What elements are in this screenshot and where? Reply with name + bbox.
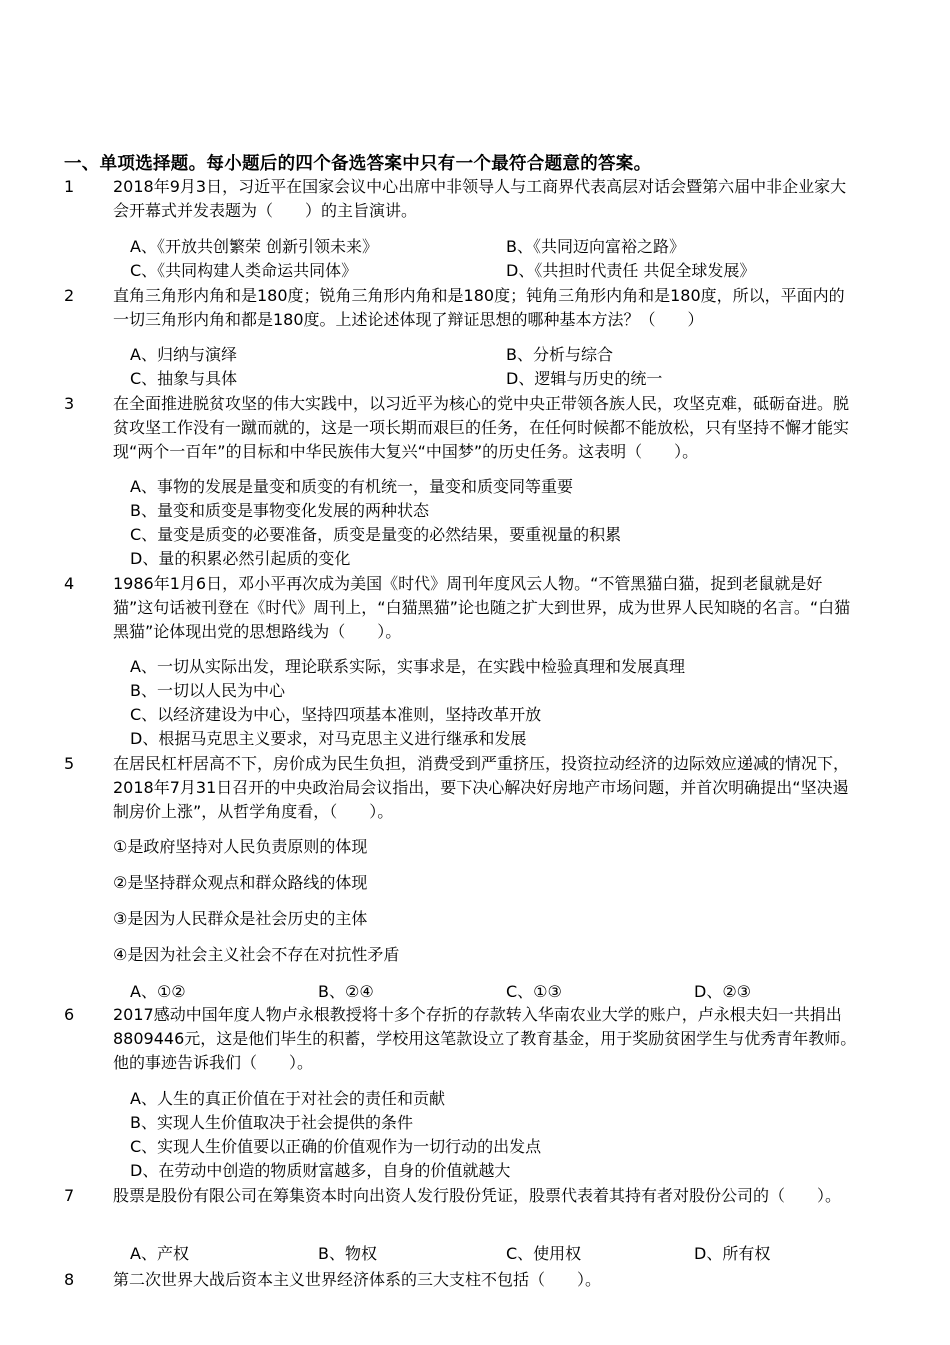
statement-3: ③是因为人民群众是社会历史的主体 xyxy=(113,909,368,928)
question-stem: 第二次世界大战后资本主义世界经济体系的三大支柱不包括（ ）。 xyxy=(113,1270,602,1289)
option-d[interactable]: D、逻辑与历史的统一 xyxy=(506,369,663,388)
option-b[interactable]: B、《共同迈向富裕之路》 xyxy=(506,237,685,256)
question-number: 5 xyxy=(64,754,75,773)
question-number: 3 xyxy=(64,394,75,413)
option-a[interactable]: A、《开放共创繁荣 创新引领未来》 xyxy=(130,237,379,256)
option-d[interactable]: D、所有权 xyxy=(694,1244,771,1263)
option-a[interactable]: A、事物的发展是量变和质变的有机统一，量变和质变同等重要 xyxy=(130,477,573,496)
statement-2: ②是坚持群众观点和群众路线的体现 xyxy=(113,873,368,892)
option-d[interactable]: D、②③ xyxy=(694,982,752,1001)
option-a[interactable]: A、①② xyxy=(130,982,186,1001)
option-b[interactable]: B、量变和质变是事物变化发展的两种状态 xyxy=(130,501,429,520)
question-stem: 在全面推进脱贫攻坚的伟大实践中，以习近平为核心的党中央正带领各族人民，攻坚克难，砥砺奋进。脱贫攻坚工作没有一蹴而就的，这是一项长期而艰巨的任务，在任何时候都不能放松，只有坚持不懈才能实现“两个一百年”的目标和中华民族伟大复兴“中国梦”的历史任务。这表明（ ）。 xyxy=(113,394,850,461)
option-c[interactable]: C、以经济建设为中心，坚持四项基本准则，坚持改革开放 xyxy=(130,705,542,724)
question-stem: 2018年9月3日，习近平在国家会议中心出席中非领导人与工商界代表高层对话会暨第六届中非企业家大会开幕式并发表题为（ ）的主旨演讲。 xyxy=(113,177,847,220)
question-number: 7 xyxy=(64,1186,75,1205)
question-number: 2 xyxy=(64,286,75,305)
option-d[interactable]: D、在劳动中创造的物质财富越多，自身的价值就越大 xyxy=(130,1161,511,1180)
option-c[interactable]: C、①③ xyxy=(506,982,562,1001)
option-c[interactable]: C、使用权 xyxy=(506,1244,582,1263)
question-number: 6 xyxy=(64,1005,75,1024)
question-stem: 在居民杠杆居高不下，房价成为民生负担，消费受到严重挤压，投资拉动经济的边际效应递减的情况下，2018年7月31日召开的中央政治局会议指出，要下决心解决好房地产市场问题，并首次明确提出“坚决遏制房价上涨”，从哲学角度看，（ ）。 xyxy=(113,754,850,821)
option-d[interactable]: D、量的积累必然引起质的变化 xyxy=(130,549,351,568)
option-b[interactable]: B、实现人生价值取决于社会提供的条件 xyxy=(130,1113,413,1132)
question-stem: 2017感动中国年度人物卢永根教授将十多个存折的存款转入华南农业大学的账户，卢永根夫妇一共捐出8809446元，这是他们毕生的积蓄，学校用这笔款设立了教育基金，用于奖励贫困学生与优秀青年教师。他的事迹告诉我们（ ）。 xyxy=(113,1005,857,1072)
question-number: 1 xyxy=(64,177,75,196)
option-b[interactable]: B、一切以人民为中心 xyxy=(130,681,285,700)
question-stem: 直角三角形内角和是180度；锐角三角形内角和是180度；钝角三角形内角和是180度，所以，平面内的一切三角形内角和都是180度。上述论述体现了辩证思想的哪种基本方法？（ ） xyxy=(113,286,845,329)
option-b[interactable]: B、分析与综合 xyxy=(506,345,613,364)
option-d[interactable]: D、《共担时代责任 共促全球发展》 xyxy=(506,261,756,280)
question-number: 4 xyxy=(64,574,75,593)
option-a[interactable]: A、一切从实际出发，理论联系实际，实事求是，在实践中检验真理和发展真理 xyxy=(130,657,685,676)
question-stem: 1986年1月6日，邓小平再次成为美国《时代》周刊年度风云人物。“不管黑猫白猫，捉到老鼠就是好猫”这句话被刊登在《时代》周刊上，“白猫黑猫”论也随之扩大到世界，成为世界人民知晓的名言。“白猫黑猫”论体现出党的思想路线为（ ）。 xyxy=(113,574,851,641)
statement-1: ①是政府坚持对人民负责原则的体现 xyxy=(113,837,368,856)
option-b[interactable]: B、物权 xyxy=(318,1244,377,1263)
question-stem: 股票是股份有限公司在筹集资本时向出资人发行股份凭证，股票代表着其持有者对股份公司的（ ）。 xyxy=(113,1186,842,1205)
option-a[interactable]: A、产权 xyxy=(130,1244,189,1263)
statement-4: ④是因为社会主义社会不存在对抗性矛盾 xyxy=(113,945,400,964)
question-number: 8 xyxy=(64,1270,75,1289)
option-c[interactable]: C、《共同构建人类命运共同体》 xyxy=(130,261,358,280)
section-title: 一、单项选择题。每小题后的四个备选答案中只有一个最符合题意的答案。 xyxy=(64,154,652,174)
option-b[interactable]: B、②④ xyxy=(318,982,374,1001)
option-c[interactable]: C、抽象与具体 xyxy=(130,369,238,388)
option-a[interactable]: A、人生的真正价值在于对社会的责任和贡献 xyxy=(130,1089,445,1108)
option-c[interactable]: C、实现人生价值要以正确的价值观作为一切行动的出发点 xyxy=(130,1137,542,1156)
option-d[interactable]: D、根据马克思主义要求，对马克思主义进行继承和发展 xyxy=(130,729,527,748)
option-c[interactable]: C、量变是质变的必要准备，质变是量变的必然结果，要重视量的积累 xyxy=(130,525,622,544)
option-a[interactable]: A、归纳与演绎 xyxy=(130,345,237,364)
